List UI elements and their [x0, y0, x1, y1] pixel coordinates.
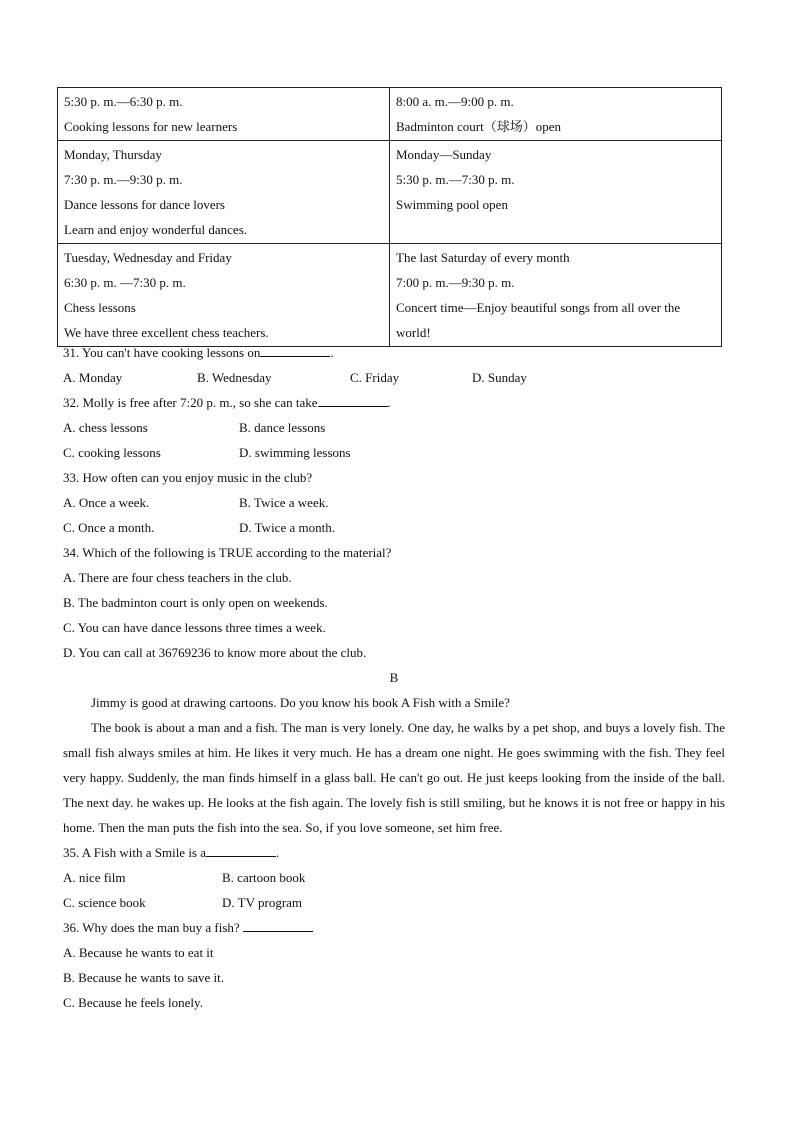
question-end: . [330, 345, 334, 360]
option-a[interactable]: A. Once a week. [63, 495, 150, 510]
options-35-row1 [63, 865, 725, 890]
option-b[interactable]: B. Wednesday [197, 370, 272, 385]
cell-text: Concert time—Enjoy beautiful songs from all over the world! [396, 300, 681, 340]
section-b-heading: B [389, 670, 399, 685]
question-end: . [387, 395, 391, 410]
option-b[interactable]: B. Twice a week. [239, 495, 329, 510]
question-stem: 35. A Fish with a Smile is a [63, 845, 207, 860]
option-c[interactable]: C. Once a month. [63, 520, 155, 535]
table-cell [390, 141, 722, 244]
cell-text: 7:00 p. m.—9:30 p. m. [396, 275, 515, 290]
option-d[interactable]: D. Sunday [472, 370, 527, 385]
cell-text: Badminton court（球场）open [396, 119, 562, 134]
table-cell [390, 88, 722, 141]
answer-blank[interactable] [260, 343, 330, 357]
cell-text: Monday, Thursday [64, 147, 162, 162]
options-33-row1 [63, 490, 725, 515]
option-d[interactable]: D. Twice a month. [239, 520, 335, 535]
question-stem: 36. Why does the man buy a fish? [63, 920, 240, 935]
option-d[interactable]: D. swimming lessons [239, 445, 351, 460]
option-c[interactable]: C. Because he feels lonely. [63, 995, 203, 1010]
options-31 [63, 365, 725, 390]
cell-text: 6:30 p. m. —7:30 p. m. [64, 275, 186, 290]
option-b[interactable]: B. The badminton court is only open on weekends. [63, 595, 328, 610]
question-stem: 32. Molly is free after 7:20 p. m., so she can take [63, 395, 318, 410]
cell-text: 5:30 p. m.—7:30 p. m. [396, 172, 515, 187]
question-stem: 34. Which of the following is TRUE according to the material? [63, 545, 392, 560]
option-a[interactable]: A. chess lessons [63, 420, 148, 435]
table-cell [58, 244, 390, 347]
question-32 [63, 390, 725, 415]
answer-blank[interactable] [318, 393, 388, 407]
cell-text: We have three excellent chess teachers. [64, 325, 269, 340]
table-row [58, 141, 722, 244]
table-cell [58, 88, 390, 141]
question-33 [63, 465, 725, 490]
option-d[interactable]: D. You can call at 36769236 to know more about the club. [63, 645, 367, 660]
options-32-row1 [63, 415, 725, 440]
table-row [58, 244, 722, 347]
question-end: . [276, 845, 280, 860]
cell-text: Learn and enjoy wonderful dances. [64, 222, 248, 237]
cell-text: Monday—Sunday [396, 147, 492, 162]
club-schedule-table [57, 87, 722, 347]
option-c[interactable]: C. Friday [350, 370, 400, 385]
cell-text: Tuesday, Wednesday and Friday [64, 250, 232, 265]
question-stem: 33. How often can you enjoy music in the club? [63, 470, 313, 485]
option-c[interactable]: C. You can have dance lessons three times a week. [63, 620, 326, 635]
option-d[interactable]: D. TV program [222, 895, 303, 910]
option-b[interactable]: B. Because he wants to save it. [63, 970, 225, 985]
questions-area [63, 340, 725, 1015]
cell-text: 8:00 a. m.—9:00 p. m. [396, 94, 514, 109]
option-c[interactable]: C. cooking lessons [63, 445, 161, 460]
option-b[interactable]: B. cartoon book [222, 870, 306, 885]
option-a[interactable]: A. Monday [63, 370, 123, 385]
cell-text: 7:30 p. m.—9:30 p. m. [64, 172, 183, 187]
cell-text: 5:30 p. m.—6:30 p. m. [64, 94, 183, 109]
options-35-row2 [63, 890, 725, 915]
options-33-row2 [63, 515, 725, 540]
answer-blank[interactable] [206, 843, 276, 857]
passage-paragraph: The book is about a man and a fish. The man is very lonely. One day, he walks by a pet shop, and buys a lovely fish. The small fish always smiles at him. He likes it very much. He has a dream one night. He goes swimming with the fish. They feel very happy. Suddenly, the man finds himself in a glass ball. He can't go out. He just keeps looking from the inside of the ball. The next day. he wakes up. He looks at the fish again. The lovely fish is still smiling, but he knows it is not free or happy in his home. Then the man puts the fish into the sea. So, if you love someone, set him free. [63, 720, 725, 835]
options-32-row2 [63, 440, 725, 465]
option-a[interactable]: A. Because he wants to eat it [63, 945, 214, 960]
question-36 [63, 915, 725, 940]
cell-text: Cooking lessons for new learners [64, 119, 238, 134]
question-31 [63, 340, 725, 365]
cell-text: Chess lessons [64, 300, 136, 315]
question-35 [63, 840, 725, 865]
table-cell [390, 244, 722, 347]
table-row [58, 88, 722, 141]
question-stem: 31. You can't have cooking lessons on [63, 345, 261, 360]
option-a[interactable]: A. nice film [63, 870, 126, 885]
answer-blank[interactable] [243, 918, 313, 932]
passage-paragraph: Jimmy is good at drawing cartoons. Do you know his book A Fish with a Smile? [91, 695, 510, 710]
cell-text: Swimming pool open [396, 197, 508, 212]
cell-text: Dance lessons for dance lovers [64, 197, 225, 212]
question-34 [63, 540, 725, 565]
cell-text: The last Saturday of every month [396, 250, 570, 265]
option-b[interactable]: B. dance lessons [239, 420, 326, 435]
table-cell [58, 141, 390, 244]
option-c[interactable]: C. science book [63, 895, 146, 910]
option-a[interactable]: A. There are four chess teachers in the club. [63, 570, 292, 585]
